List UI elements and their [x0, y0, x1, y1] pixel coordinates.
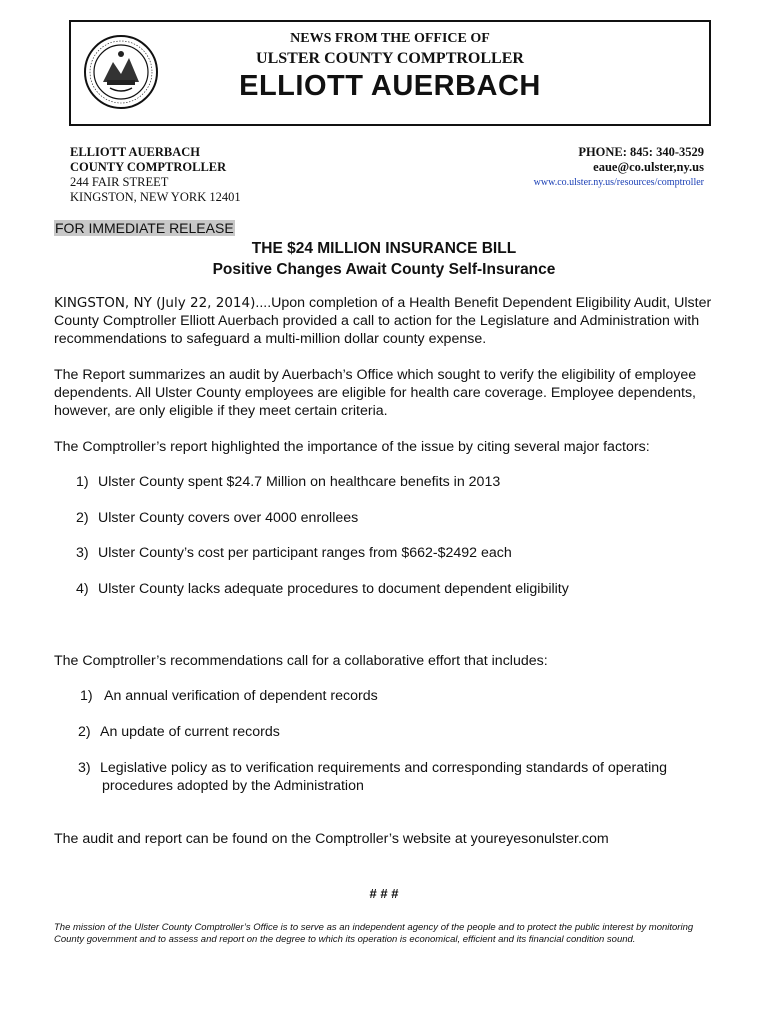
contact-left: [70, 145, 241, 205]
factor-item: 4) Ulster County lacks adequate procedures to document dependent eligibility: [76, 581, 569, 597]
header-comptroller-name: ELLIOTT AUERBACH: [239, 70, 541, 102]
contact-email[interactable]: eaue@co.ulster,ny.us: [593, 160, 704, 174]
contact-street: 244 FAIR STREET: [70, 175, 169, 189]
mission-statement: The mission of the Ulster County Comptroller’s Office is to serve as an independent agency of the people and to protect the public interest by monitoring County government and to assess and report on the degree to which its operation is economical, efficient and its financial condition sound.: [54, 922, 694, 945]
factor-item: 3) Ulster County’s cost per participant ranges from $662-$2492 each: [76, 545, 512, 561]
contact-city: KINGSTON, NEW YORK 12401: [70, 190, 241, 204]
recommendation-item: 3) Legislative policy as to verification requirements and corresponding standards of operating procedures adopted by the Administration: [78, 760, 668, 794]
paragraph-summary: The Report summarizes an audit by Auerbach’s Office which sought to verify the eligibility of employee dependents. All Ulster County employees are eligible for health care coverage. Employee dependents, however, are only eligible if they meet certain criteria.: [54, 367, 697, 419]
press-subtitle: Positive Changes Await County Self-Insurance: [212, 261, 556, 278]
end-mark: # # #: [369, 886, 399, 901]
contact-right: [534, 145, 704, 190]
contact-website-link[interactable]: www.co.ulster.ny.us/resources/comptroller: [533, 177, 704, 188]
recommendation-item: 2) An update of current records: [78, 724, 280, 740]
paragraph-intro-text: ....Upon completion of a Health Benefit Dependent Eligibility Audit, Ulster County Comptroller Elliott Auerbach provided a call to action for the Legislature and Administration with recommendations to safeguard a multi-million dollar county expense.: [54, 295, 712, 347]
recommendation-item: 1) An annual verification of dependent records: [80, 688, 378, 704]
contact-title: COUNTY COMPTROLLER: [70, 160, 227, 174]
factor-item: 1) Ulster County spent $24.7 Million on healthcare benefits in 2013: [76, 474, 501, 490]
header-box: [69, 20, 711, 126]
dateline: KINGSTON, NY (July 22, 2014): [54, 295, 256, 311]
header-line-office: ULSTER COUNTY COMPTROLLER: [256, 50, 524, 67]
release-label: FOR IMMEDIATE RELEASE: [55, 220, 234, 236]
contact-name: ELLIOTT AUERBACH: [70, 145, 201, 159]
paragraph-recommendations-intro: The Comptroller’s recommendations call for a collaborative effort that includes:: [54, 653, 548, 669]
contact-phone: PHONE: 845: 340-3529: [578, 145, 704, 159]
paragraph-intro: [54, 294, 714, 348]
press-title: THE $24 MILLION INSURANCE BILL: [251, 240, 517, 257]
paragraph-website: The audit and report can be found on the Comptroller’s website at youreyesonulster.com: [54, 831, 609, 847]
paragraph-factors-intro: The Comptroller’s report highlighted the importance of the issue by citing several major factors:: [54, 439, 650, 455]
factor-item: 2) Ulster County covers over 4000 enrollees: [76, 510, 359, 526]
header-line-news: NEWS FROM THE OFFICE OF: [290, 31, 490, 46]
